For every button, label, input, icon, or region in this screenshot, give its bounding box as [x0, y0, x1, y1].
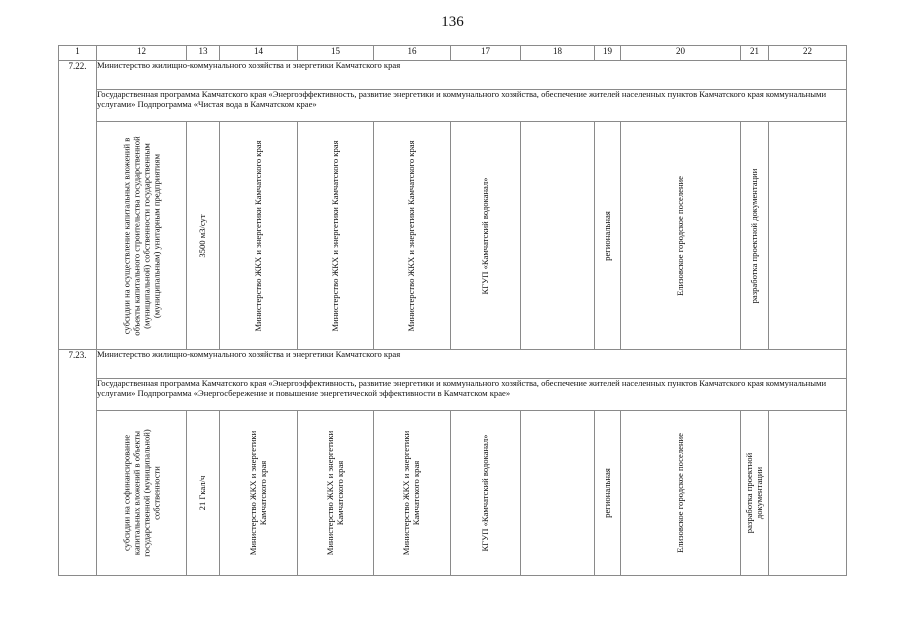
client: Министерство ЖКХ и энергетики Камчатского края: [324, 430, 345, 556]
chief-administrator-cell: [220, 411, 298, 576]
column-header: 21: [741, 46, 769, 61]
program-name: Государственная программа Камчатского края «Энергоэффективность, развитие энергетики и коммунального хозяйства, обеспечение жителей населенных пунктов Камчатского края коммунальными услугами» Подпрограмма «Энергосбережение и повышение энергетической эффективности в Камчатском крае»: [97, 379, 847, 411]
empty-cell: [769, 411, 847, 576]
program-name: Государственная программа Камчатского края «Энергоэффективность, развитие энергетики и коммунального хозяйства, обеспечение жителей населенных пунктов Камчатского края коммунальными услугами» Подпрограмма «Чистая вода в Камчатском крае»: [97, 90, 847, 122]
column-number-row: [59, 46, 847, 61]
column-header: 1: [59, 46, 97, 61]
capacity-cell: [187, 411, 220, 576]
funding-type-cell: [97, 122, 187, 350]
column-header: 16: [374, 46, 451, 61]
ministry-row: [59, 61, 847, 90]
column-header: 19: [595, 46, 621, 61]
funding-type: субсидии на осуществление капитальных вложений в объекты капитального строительства государственной (муниципальной) собственности государственным (муниципальным) унитарным предприятиям: [120, 135, 161, 336]
chief-administrator-cell: [220, 122, 298, 350]
funding-type-cell: [97, 411, 187, 576]
column-header: 13: [187, 46, 220, 61]
client: Министерство ЖКХ и энергетики Камчатского края: [329, 139, 340, 332]
column-header: 12: [97, 46, 187, 61]
significance: региональная: [601, 210, 612, 261]
operator: КГУП «Камчатский водоканал»: [479, 434, 490, 552]
ministry-name: Министерство жилищно-коммунального хозяйства и энергетики Камчатского края: [97, 61, 847, 90]
page-number: 136: [441, 14, 464, 30]
stage: разработка проектной документации: [743, 452, 764, 534]
chief-administrator: Министерство ЖКХ и энергетики Камчатского края: [252, 139, 263, 332]
significance-cell: [595, 122, 621, 350]
row-number: 7.23.: [59, 350, 97, 576]
empty-cell: [521, 411, 595, 576]
significance: региональная: [601, 468, 612, 518]
project-details-row: [59, 411, 847, 576]
column-header: 20: [621, 46, 741, 61]
location: Елизовское городское поселение: [674, 433, 685, 553]
developer-cell: [374, 122, 451, 350]
row-number: 7.22.: [59, 61, 97, 350]
capacity: 21 Гкал/ч: [197, 475, 208, 511]
location: Елизовское городское поселение: [674, 175, 685, 296]
empty-cell: [769, 122, 847, 350]
capacity-cell: [187, 122, 220, 350]
program-row: [59, 379, 847, 411]
stage: разработка проектной документации: [748, 168, 759, 303]
column-header: 17: [451, 46, 521, 61]
operator-cell: [451, 411, 521, 576]
program-row: [59, 90, 847, 122]
developer: Министерство ЖКХ и энергетики Камчатского края: [401, 430, 421, 556]
stage-cell: [741, 411, 769, 576]
chief-administrator: Министерство ЖКХ и энергетики Камчатского края: [247, 430, 268, 556]
developer: Министерство ЖКХ и энергетики Камчатского края: [406, 139, 417, 332]
capacity: 3500 м3/сут: [197, 213, 208, 258]
funding-type: субсидии на софинансирование капитальных вложений в объекты государственной (муниципальной) собственности: [120, 429, 161, 557]
column-header: 15: [298, 46, 374, 61]
significance-cell: [595, 411, 621, 576]
client-cell: [298, 411, 374, 576]
location-cell: [621, 411, 741, 576]
empty-cell: [521, 122, 595, 350]
column-header: 22: [769, 46, 847, 61]
project-details-row: [59, 122, 847, 350]
stage-cell: [741, 122, 769, 350]
operator: КГУП «Камчатский водоканал»: [479, 176, 490, 295]
location-cell: [621, 122, 741, 350]
ministry-name: Министерство жилищно-коммунального хозяйства и энергетики Камчатского края: [97, 350, 847, 379]
developer-cell: [374, 411, 451, 576]
client-cell: [298, 122, 374, 350]
operator-cell: [451, 122, 521, 350]
column-header: 18: [521, 46, 595, 61]
column-header: 14: [220, 46, 298, 61]
investment-projects-table: [58, 45, 847, 576]
ministry-row: [59, 350, 847, 379]
